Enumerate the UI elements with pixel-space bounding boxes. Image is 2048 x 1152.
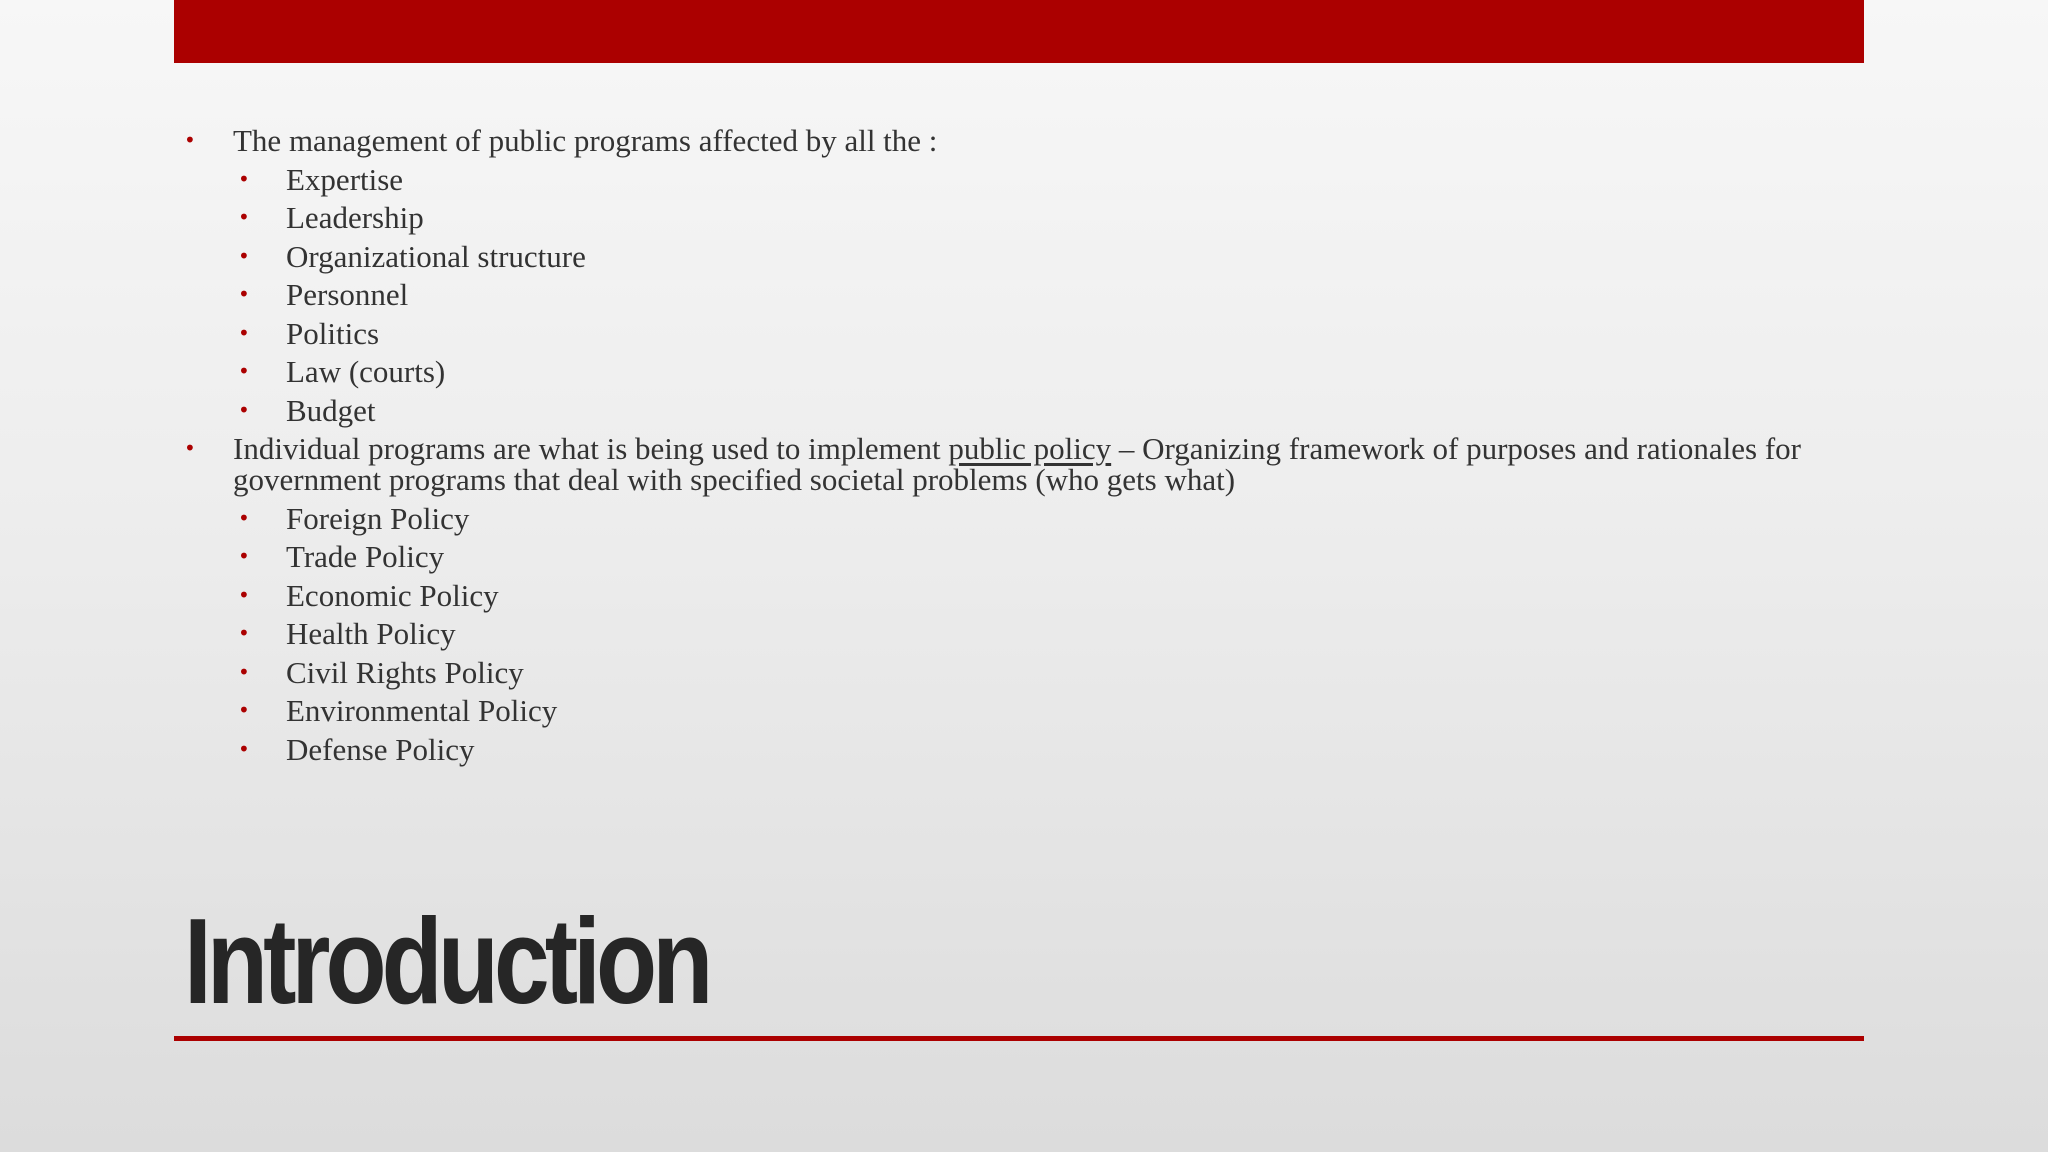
bullet-icon: • [238,282,250,306]
bullet-text-rest: – Organizing framework of purposes and rationales for government programs that deal with specified societal problems (who gets what) [233,431,1801,497]
sub-bullet-list [233,500,1856,767]
bullet-icon: • [238,320,250,345]
sub-bullet-text: Expertise [286,161,404,197]
sub-bullet-text: Budget [286,392,376,428]
sub-bullet-text: Politics [286,315,380,351]
sub-bullet-text: Environmental Policy [286,693,558,728]
bullet-text: The management of public programs affected by all the : [233,123,938,158]
bullet-point-programs [176,125,1856,426]
sub-bullet-text: Defense Policy [286,731,475,767]
bullet-icon: • [238,359,250,383]
bullet-icon: • [238,736,250,761]
bullet-icon: • [238,582,250,607]
sub-bullet-text: Foreign Policy [286,500,470,536]
sub-bullet-item [176,315,1856,351]
bullet-icon: • [184,128,196,152]
sub-bullet-item [176,577,1856,613]
bullet-list [176,125,1856,765]
sub-bullet-item [176,392,1856,428]
sub-bullet-item [176,356,1856,387]
sub-bullet-text: Leadership [286,200,424,235]
bullet-icon: • [238,544,250,568]
sub-bullet-list [233,161,1856,428]
bullet-icon: • [238,505,250,530]
bullet-icon: • [184,436,196,460]
bullet-point-public-policy [176,433,1856,765]
sub-bullet-text: Civil Rights Policy [286,654,524,690]
sub-bullet-item [176,500,1856,536]
bullet-icon: • [238,659,250,684]
sub-bullet-item [176,202,1856,233]
sub-bullet-item [176,654,1856,690]
sub-bullet-item [176,161,1856,197]
sub-bullet-item [176,695,1856,726]
bullet-icon: • [238,698,250,722]
sub-bullet-text: Health Policy [286,616,456,651]
slide-title: Introduction [184,893,709,1029]
bullet-icon: • [238,621,250,645]
top-accent-bar [174,0,1864,63]
sub-bullet-item [176,238,1856,274]
sub-bullet-text: Personnel [286,277,409,312]
sub-bullet-item [176,731,1856,767]
sub-bullet-item [176,279,1856,310]
bullet-text-lead: Individual programs are what is being used to implement [233,431,949,466]
sub-bullet-text: Organizational structure [286,238,586,274]
sub-bullet-text: Law (courts) [286,354,446,389]
public-policy-link[interactable]: public policy [948,431,1112,466]
bullet-icon: • [238,205,250,229]
sub-bullet-item [176,618,1856,649]
title-underline-rule [174,1036,1864,1041]
sub-bullet-text: Economic Policy [286,577,499,613]
bullet-icon: • [238,166,250,191]
bullet-icon: • [238,243,250,268]
bullet-icon: • [238,397,250,422]
slide-body [176,125,1856,772]
sub-bullet-item [176,541,1856,572]
sub-bullet-text: Trade Policy [286,539,445,574]
